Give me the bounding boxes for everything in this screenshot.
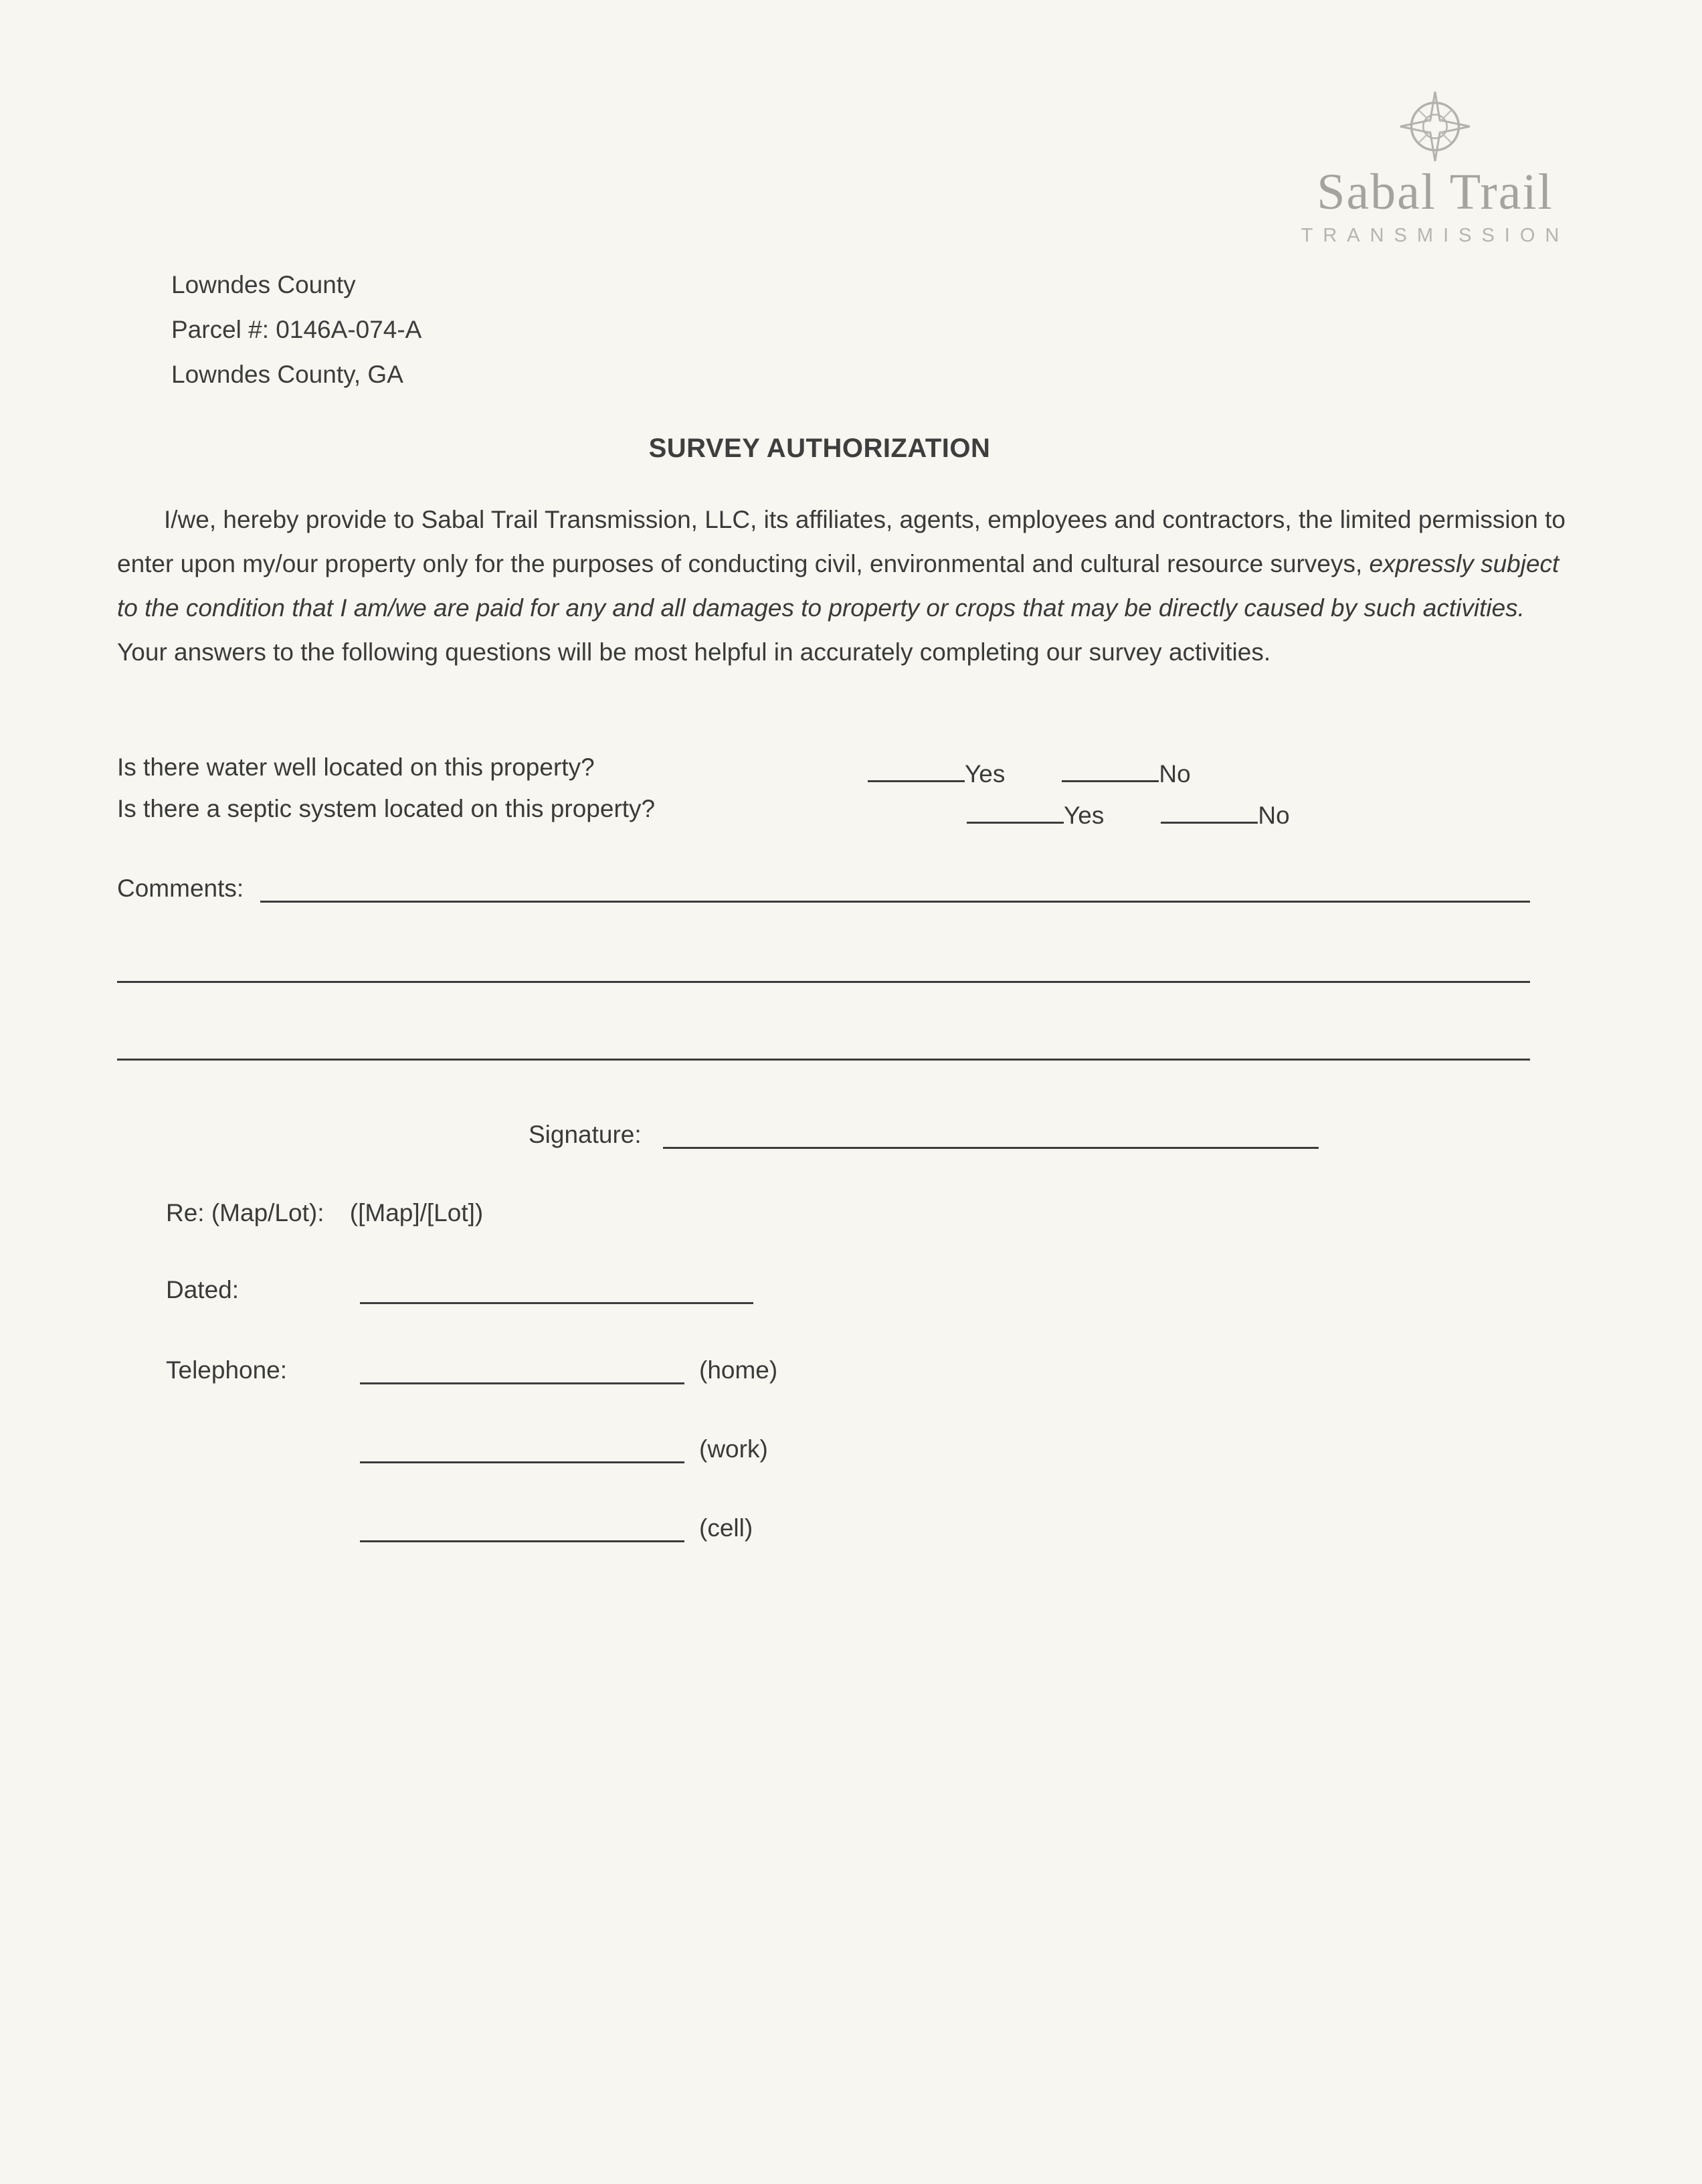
dated-blank-line	[360, 1271, 753, 1304]
logo-wordmark: Sabal Trail	[1317, 164, 1553, 220]
septic-yes-blank-line	[967, 795, 1064, 824]
water-well-answer-group	[868, 753, 1191, 788]
sabal-trail-logo	[1281, 87, 1589, 247]
septic-system-answer-group	[967, 795, 1290, 830]
comments-label: Comments:	[117, 875, 244, 902]
telephone-home-blank-line	[360, 1352, 684, 1384]
compass-rose-icon	[1396, 87, 1475, 166]
re-map-lot-label: Re: (Map/Lot):	[166, 1199, 324, 1226]
parcel-header-block	[171, 262, 421, 397]
county-line: Lowndes County	[171, 271, 356, 298]
water-well-yes-blank-line	[868, 753, 965, 782]
water-well-no-label: No	[1159, 760, 1191, 788]
intro-text-normal-2: Your answers to the following questions will be most helpful in accurately completing our survey activities.	[117, 638, 1271, 666]
logo-subtitle: TRANSMISSION	[1301, 224, 1570, 246]
telephone-cell-label: (cell)	[699, 1514, 753, 1542]
signature-label: Signature:	[529, 1121, 642, 1148]
questions-section	[117, 753, 1609, 836]
telephone-cell-blank-line	[360, 1510, 684, 1542]
dated-row	[166, 1271, 753, 1304]
telephone-cell-row	[360, 1510, 753, 1542]
intro-paragraph	[117, 498, 1572, 674]
telephone-home-row	[166, 1352, 777, 1384]
intro-text-normal-1: I/we, hereby provide to Sabal Trail Transmission, LLC, its affiliates, agents, employees and contractors, the limited permission to enter upon my/our property only for the purposes of conducting civil, environmental and cultural resource surveys,	[117, 506, 1566, 577]
septic-yes-label: Yes	[1064, 802, 1105, 829]
parcel-number-line: Parcel #: 0146A-074-A	[171, 316, 422, 343]
re-map-lot-row	[166, 1199, 483, 1227]
question-row-water-well	[117, 753, 1609, 795]
comments-blank-line-1	[260, 870, 1530, 903]
septic-no-label: No	[1258, 802, 1290, 829]
intro-text-italic: expressly subject to the condition that I am/we are paid for any and all damages to property or crops that may be directly caused by such activities.	[117, 550, 1559, 622]
county-state-line: Lowndes County, GA	[171, 361, 403, 388]
question-row-septic-system	[117, 795, 1609, 836]
telephone-home-label: (home)	[699, 1356, 778, 1384]
water-well-yes-label: Yes	[965, 760, 1006, 788]
comments-blank-line-2	[117, 981, 1530, 983]
dated-label: Dated:	[166, 1276, 240, 1303]
telephone-work-row	[360, 1431, 768, 1463]
question-label-septic-system: Is there a septic system located on this property?	[117, 795, 656, 822]
telephone-work-label: (work)	[699, 1435, 768, 1463]
comments-section	[117, 870, 1530, 903]
telephone-label: Telephone:	[166, 1356, 288, 1384]
water-well-no-blank-line	[1062, 753, 1159, 782]
septic-no-blank-line	[1161, 795, 1258, 824]
page-title: SURVEY AUTHORIZATION	[648, 434, 991, 463]
question-label-water-well: Is there water well located on this property?	[117, 753, 595, 781]
signature-section	[529, 1116, 1319, 1149]
telephone-work-blank-line	[360, 1431, 684, 1463]
re-map-lot-value: ([Map]/[Lot])	[349, 1199, 484, 1226]
comments-blank-line-3	[117, 1059, 1530, 1061]
signature-blank-line	[663, 1116, 1319, 1149]
